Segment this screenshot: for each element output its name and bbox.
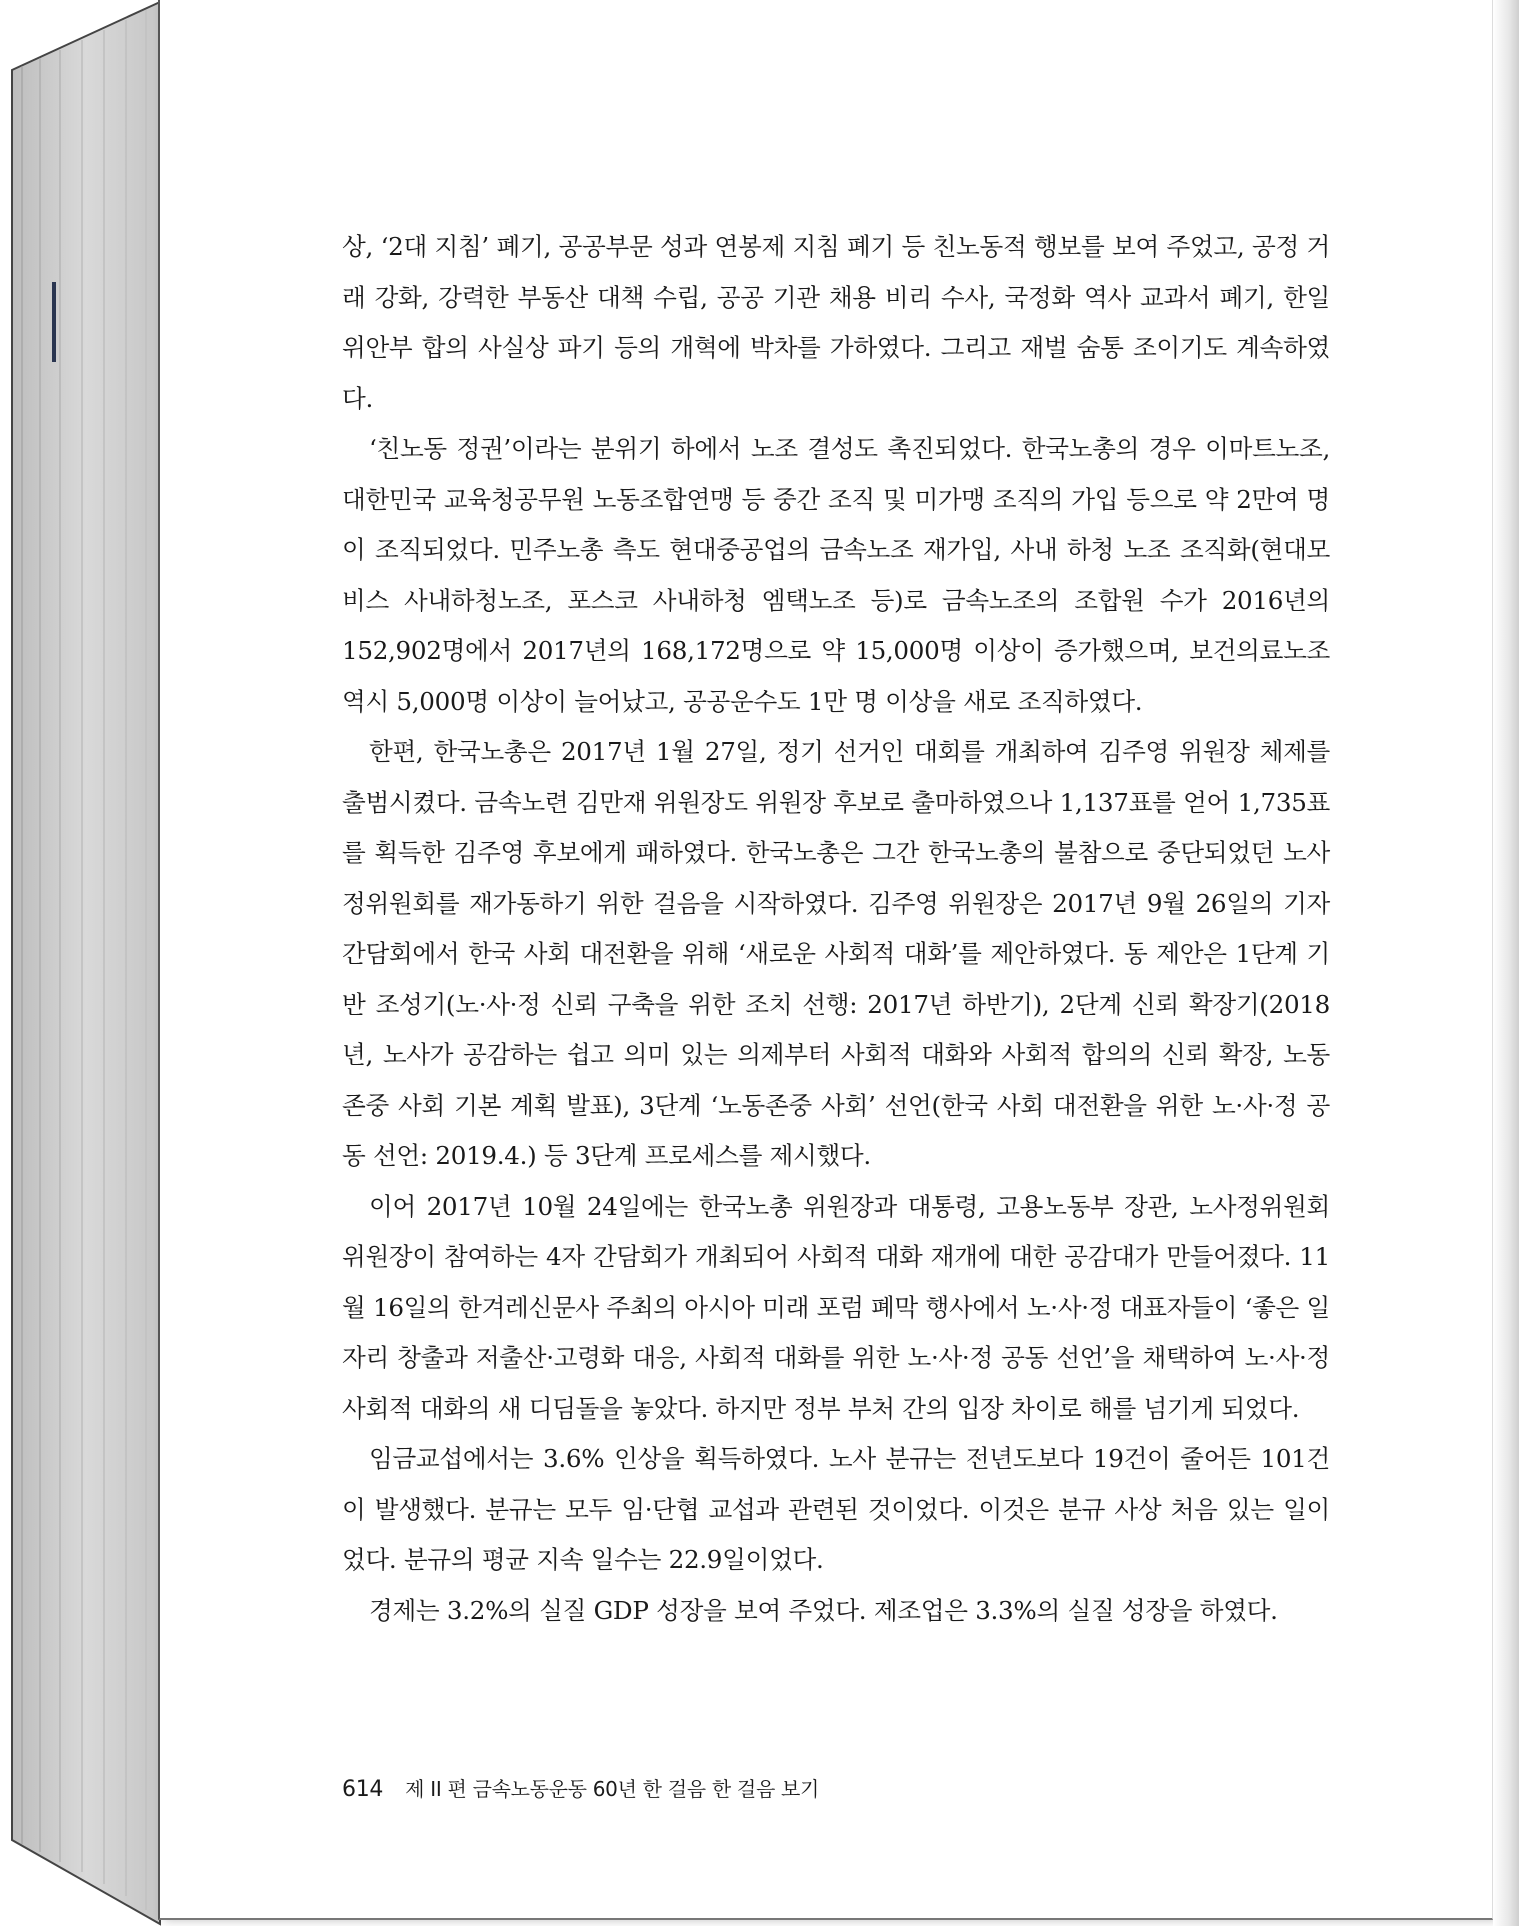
paragraph: 이어 2017년 10월 24일에는 한국노총 위원장과 대통령, 고용노동부 장관, 노사정위원회 위원장이 참여하는 4자 간담회가 개최되어 사회적 대화 재개에 대한 공감대가 만들어졌다. 11월 16일의 한겨레신문사 주최의 아시아 미래 포럼 폐막 행사에서 노·사·정 대표자들이 ‘좋은 일자리 창출과 저출산·고령화 대응, 사회적 대화를 위한 노·사·정 공동 선언’을 채택하여 노·사·정 사회적 대화의 새 디딤돌을 놓았다. 하지만 정부 부처 간의 입장 차이로 해를 넘기게 되었다.: [342, 1191, 1330, 1423]
paragraph: 임금교섭에서는 3.6% 인상을 획득하였다. 노사 분규는 전년도보다 19건이 줄어든 101건이 발생했다. 분규는 모두 임·단협 교섭과 관련된 것이었다. 이것은 분규 사상 처음 있는 일이었다. 분규의 평균 지속 일수는 22.9일이었다.: [342, 1444, 1330, 1574]
body-text: [342, 222, 1330, 1636]
running-title: 제 II 편 금속노동운동 60년 한 걸음 한 걸음 보기: [405, 1777, 820, 1801]
page-number: 614: [342, 1777, 384, 1802]
paragraph: 한편, 한국노총은 2017년 1월 27일, 정기 선거인 대회를 개최하여 김주영 위원장 체제를 출범시켰다. 금속노련 김만재 위원장도 위원장 후보로 출마하였으나 1,137표를 얻어 1,735표를 획득한 김주영 후보에게 패하였다. 한국노총은 그간 한국노총의 불참으로 중단되었던 노사정위원회를 재가동하기 위한 걸음을 시작하였다. 김주영 위원장은 2017년 9월 26일의 기자 간담회에서 한국 사회 대전환을 위해 ‘새로운 사회적 대화’를 제안하였다. 동 제안은 1단계 기반 조성기(노·사·정 신뢰 구축을 위한 조치 선행: 2017년 하반기), 2단계 신뢰 확장기(2018년, 노사가 공감하는 쉽고 의미 있는 의제부터 사회적 대화와 사회적 합의의 신뢰 확장, 노동 존중 사회 기본 계획 발표), 3단계 ‘노동존중 사회’ 선언(한국 사회 대전환을 위한 노·사·정 공동 선언: 2019.4.) 등 3단계 프로세스를 제시했다.: [342, 737, 1330, 1170]
page-right-shadow: [1493, 0, 1519, 1926]
page-footer: [342, 1773, 819, 1802]
paragraph: ‘친노동 정권’이라는 분위기 하에서 노조 결성도 촉진되었다. 한국노총의 경우 이마트노조, 대한민국 교육청공무원 노동조합연맹 등 중간 조직 및 미가맹 조직의 가입 등으로 약 2만여 명이 조직되었다. 민주노총 측도 현대중공업의 금속노조 재가입, 사내 하청 노조 조직화(현대모비스 사내하청노조, 포스코 사내하청 엠택노조 등)로 금속노조의 조합원 수가 2016년의 152,902명에서 2017년의 168,172명으로 약 15,000명 이상이 증가했으며, 보건의료노조 역시 5,000명 이상이 늘어났고, 공공운수도 1만 명 이상을 새로 조직하였다.: [342, 434, 1330, 716]
book-page-edges: [0, 0, 170, 1926]
paragraph: 상, ‘2대 지침’ 폐기, 공공부문 성과 연봉제 지침 폐기 등 친노동적 행보를 보여 주었고, 공정 거래 강화, 강력한 부동산 대책 수립, 공공 기관 채용 비리 수사, 국정화 역사 교과서 폐기, 한일 위안부 합의 사실상 파기 등의 개혁에 박차를 가하였다. 그리고 재벌 숨통 조이기도 계속하였다.: [342, 232, 1330, 413]
paragraph: 경제는 3.2%의 실질 GDP 성장을 보여 주었다. 제조업은 3.3%의 실질 성장을 하였다.: [369, 1595, 1278, 1625]
